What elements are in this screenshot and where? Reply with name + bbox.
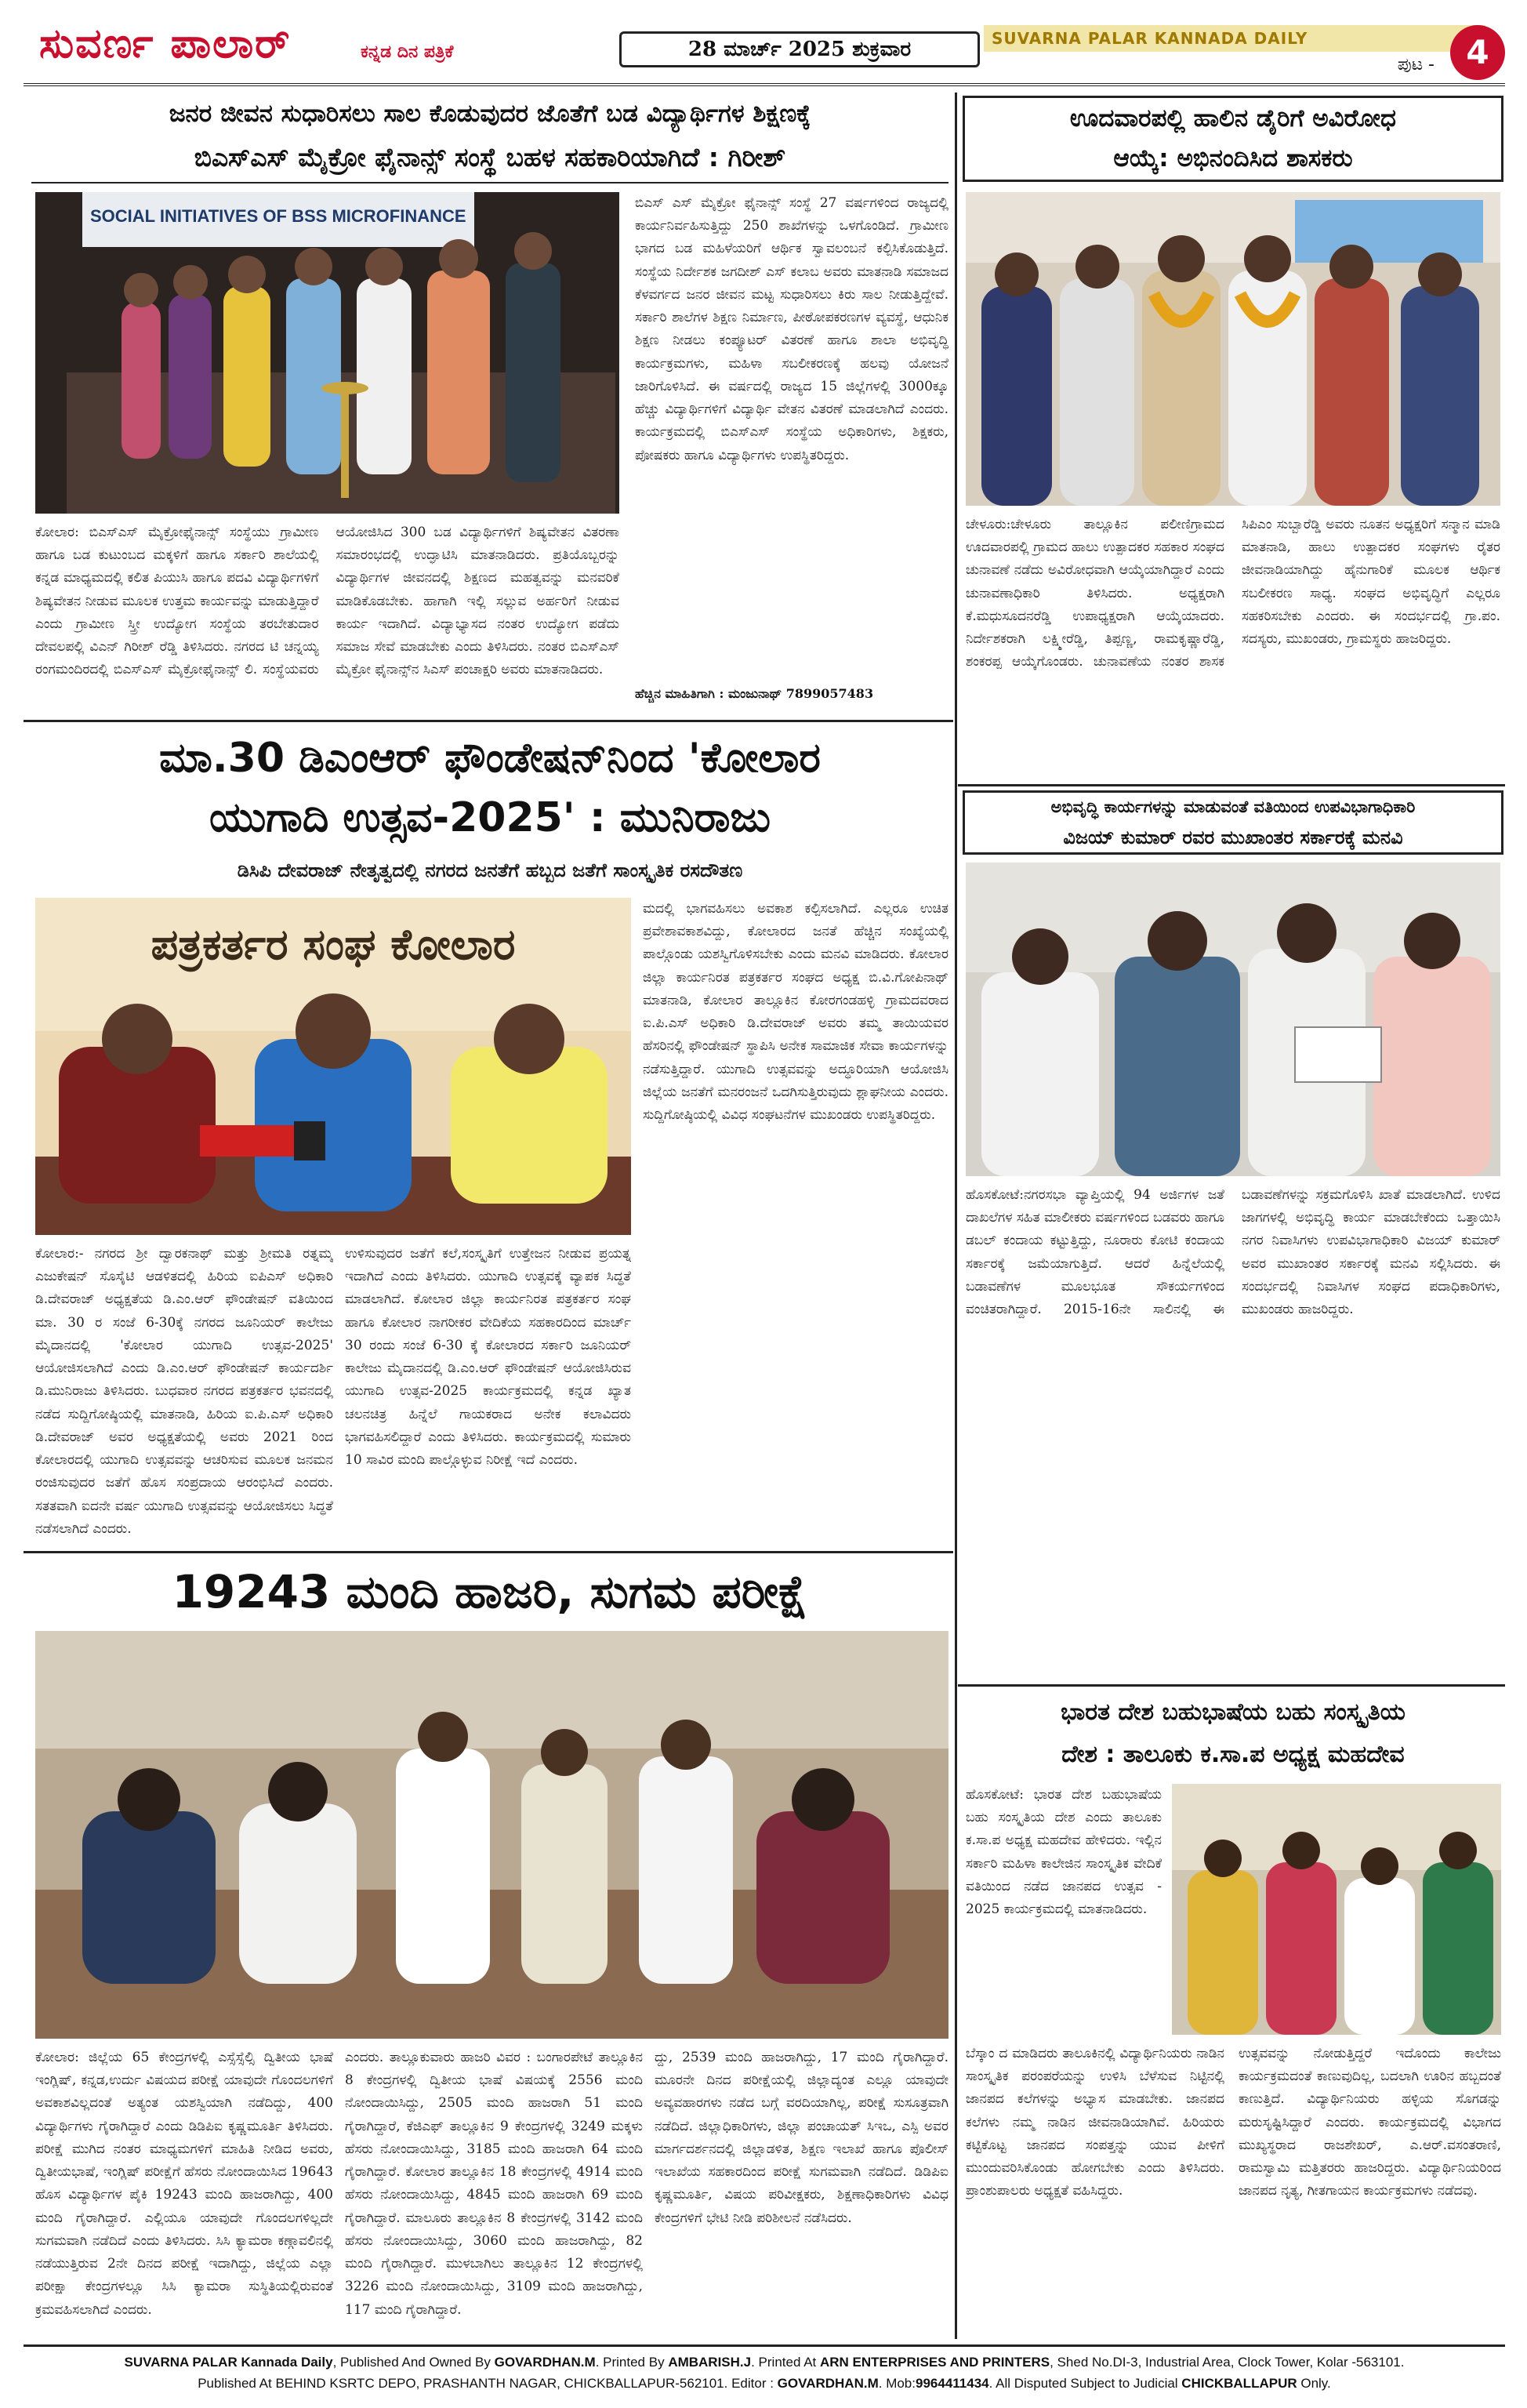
newspaper-logo: ಸುವರ್ಣ ಪಾಲಾರ್ [39, 20, 292, 67]
article3-photo [35, 898, 631, 1235]
sign-text: ಪತ್ರಕರ್ತರ ಸಂಘ ಕೋಲಾರ [151, 920, 516, 969]
imprint-text: Only. [1297, 2376, 1331, 2392]
article6-photo [1172, 1784, 1501, 2035]
imprint-printer: AMBARISH.J [668, 2355, 752, 2370]
article5-body-right: ದ್ದು, 2539 ಮಂದಿ ಹಾಜರಾಗಿದ್ದು, 17 ಮಂದಿ ಗೈರಾಗಿದ್ದಾರೆ. ಮೂರನೇ ದಿನದ ಪರೀಕ್ಷೆಯಲ್ಲಿ ಜಿಲ್ಲಾದ್ಯಂತ ಎಲ್ಲೂ ಯಾವುದೇ ಅವ್ಯವಹಾರಗಳು ನಡೆದ ಬಗ್ಗೆ ವರದಿಯಾಗಿಲ್ಲ, ಪರೀಕ್ಷೆ ಸುಸೂತ್ರವಾಗಿ ನಡೆದಿದೆ. ಜಿಲ್ಲಾಧಿಕಾರಿಗಳು, ಜಿಲ್ಲಾ ಪಂಚಾಯತ್ ಸಿಇಒ, ಎಸ್ಪಿ ಅವರ ಮಾರ್ಗದರ್ಶನದಲ್ಲಿ ಜಿಲ್ಲಾಡಳಿತ, ಶಿಕ್ಷಣ ಇಲಾಖೆ ಹಾಗೂ ಪೊಲೀಸ್ ಇಲಾಖೆಯ ಸಹಕಾರದಿಂದ ಪರೀಕ್ಷೆ ಸುಗಮವಾಗಿ ನಡೆದಿದೆ. ಡಿಡಿಪಿಐ ಕೃಷ್ಣಮೂರ್ತಿ, ವಿಷಯ ಪರಿವೀಕ್ಷಕರು, ಶಿಕ್ಷಣಾಧಿಕಾರಿಗಳು ವಿವಿಧ ಕೇಂದ್ರಗಳಿಗೆ ಭೇಟಿ ನೀಡಿ ಪರಿಶೀಲನೆ ನಡೆಸಿದರು. [655, 2050, 948, 2226]
article5-body-middle: ಎಂದರು. ತಾಲ್ಲೂಕುವಾರು ಹಾಜರಿ ವಿವರ : ಬಂಗಾರಪೇಟೆ ತಾಲ್ಲೂಕಿನ 8 ಕೇಂದ್ರಗಳಲ್ಲಿ ದ್ವಿತೀಯ ಭಾಷೆ ವಿಷಯಕ್ಕೆ 2556 ಮಂದಿ ನೋಂದಾಯಿಸಿದ್ದು, 2505 ಮಂದಿ ಹಾಜರಾಗಿ 51 ಮಂದಿ ಗೈರಾಗಿದ್ದಾರೆ, ಕೆಜಿಎಫ್ ತಾಲ್ಲೂಕಿನ 9 ಕೇಂದ್ರಗಳಲ್ಲಿ 3249 ಮಕ್ಕಳು ಹೆಸರು ನೋಂದಾಯಿಸಿದ್ದು, 3185 ಮಂದಿ ಹಾಜರಾಗಿ 64 ಮಂದಿ ಗೈರಾಗಿದ್ದಾರೆ. ಕೋಲಾರ ತಾಲ್ಲೂಕಿನ 18 ಕೇಂದ್ರಗಳಲ್ಲಿ 4914 ಮಂದಿ ಹೆಸರು ನೋಂದಾಯಿಸಿದ್ದು, 4845 ಮಂದಿ ಹಾಜರಾಗಿ 69 ಮಂದಿ ಗೈರಾಗಿದ್ದಾರೆ. ಮಾಲೂರು ತಾಲ್ಲೂಕಿನ 8 ಕೇಂದ್ರಗಳಲ್ಲಿ 3142 ಮಂದಿ ಹೆಸರು ನೋಂದಾಯಿಸಿದ್ದು, 3060 ಮಂದಿ ಹಾಜರಾಗಿದ್ದು, 82 ಮಂದಿ ಗೈರಾಗಿದ್ದಾರೆ. ಮುಳಬಾಗಿಲು ತಾಲ್ಲೂಕಿನ 12 ಕೇಂದ್ರಗಳಲ್ಲಿ 3226 ಮಂದಿ ನೋಂದಾಯಿಸಿದ್ದು, 3109 ಮಂದಿ ಹಾಜರಾಗಿದ್ದು, 117 ಮಂದಿ ಗೈರಾಗಿದ್ದಾರೆ. [345, 2050, 643, 2318]
article1-photo [35, 192, 619, 514]
article5-body-left: ಕೋಲಾರ: ಜಿಲ್ಲೆಯ 65 ಕೇಂದ್ರಗಳಲ್ಲಿ ಎಸ್ಸೆಸ್ಸೆಲ್ಸಿ ದ್ವಿತೀಯ ಭಾಷೆ ಇಂಗ್ಲಿಷ್, ಕನ್ನಡ,ಉರ್ದು ವಿಷಯದ ಪರೀಕ್ಷೆ ಯಾವುದೇ ಗೊಂದಲಗಳಿಗೆ ಅವಕಾಶವಿಲ್ಲದಂತೆ ಅತ್ಯಂತ ಯಶಸ್ವಿಯಾಗಿ ನಡೆದಿದ್ದು, 400 ವಿದ್ಯಾರ್ಥಿಗಳು ಗೈರಾಗಿದ್ದಾರೆ ಎಂದು ಡಿಡಿಪಿಐ ಕೃಷ್ಣಮೂರ್ತಿ ತಿಳಿಸಿದರು. ಪರೀಕ್ಷೆ ಮುಗಿದ ನಂತರ ಮಾಧ್ಯಮಗಳಿಗೆ ಮಾಹಿತಿ ನೀಡಿದ ಅವರು, ದ್ವಿತೀಯಭಾಷೆ, ಇಂಗ್ಲಿಷ್ ಪರೀಕ್ಷೆಗೆ ಹೆಸರು ನೋಂದಾಯಿಸಿದ 19643 ಹೊಸ ವಿದ್ಯಾರ್ಥಿಗಳ ಪೈಕಿ 19243 ಮಂದಿ ಹಾಜರಾಗಿದ್ದು, 400 ಮಂದಿ ಗೈರಾಗಿದ್ದಾರೆ. ಎಲ್ಲಿಯೂ ಯಾವುದೇ ಗೊಂದಲಗಳಿಲ್ಲದೇ ಸುಗಮವಾಗಿ ನಡೆದಿದೆ ಎಂದು ತಿಳಿಸಿದರು. ಸಿಸಿ ಕ್ಯಾಮರಾ ಕಣ್ಗಾವಲಿನಲ್ಲಿ ನಡೆಯುತ್ತಿರುವ 2ನೇ ದಿನದ ಪರೀಕ್ಷೆ ಇದಾಗಿದ್ದು, ಜಿಲ್ಲೆಯ ಎಲ್ಲಾ ಪರೀಕ್ಷಾ ಕೇಂದ್ರಗಳಲ್ಲೂ ಸಿಸಿ ಕ್ಯಾಮರಾ ಸುಸ್ಥಿತಿಯಲ್ಲಿರುವಂತೆ ಕ್ರಮವಹಿಸಲಾಗಿದೆ ಎಂದರು. [35, 2050, 333, 2318]
article2-headline-line2: ಆಯ್ಕೆ: ಅಭಿನಂದಿಸಿದ ಶಾಸಕರು [1113, 144, 1353, 173]
article4-photo [966, 863, 1500, 1176]
imprint-paper-name: SUVARNA PALAR Kannada Daily [124, 2355, 333, 2370]
imprint-text: Published At BEHIND KSRTC DEPO, PRASHANTH NAGAR, CHICKBALLAPUR-562101. Editor : [198, 2376, 778, 2392]
article5-photo [35, 1631, 948, 2039]
banner-text: SOCIAL INITIATIVES OF BSS MICROFINANCE [90, 206, 466, 226]
imprint-text: . Mob: [878, 2376, 916, 2392]
article1-body-right: ಬಿಎಸ್ ಎಸ್ ಮೈಕ್ರೋ ಫೈನಾನ್ಸ್ ಸಂಸ್ಥೆ 27 ವರ್ಷಗಳಿಂದ ರಾಜ್ಯದಲ್ಲಿ ಕಾರ್ಯನಿರ್ವಹಿಸುತ್ತಿದ್ದು 250 ಶಾಖೆಗಳನ್ನು ಒಳಗೊಂಡಿದೆ. ಗ್ರಾಮೀಣ ಭಾಗದ ಬಡ ಮಹಿಳೆಯರಿಗೆ ಆರ್ಥಿಕ ಸ್ವಾವಲಂಬನೆ ಕಲ್ಪಿಸಿಕೊಡುತ್ತಿದೆ. ಸಂಸ್ಥೆಯ ನಿರ್ದೇಶಕ ಜಗದೀಶ್ ಎಸ್ ಕಲಾಬ ಅವರು ಮಾತನಾಡಿ ಸಮಾಜದ ಕೆಳವರ್ಗದ ಜನರ ಜೀವನ ಮಟ್ಟ ಸುಧಾರಿಸಲು ಕಿರು ಸಾಲ ನೀಡುತ್ತಿದ್ದೇವೆ. ಸರ್ಕಾರಿ ಶಾಲೆಗಳ ಶಿಕ್ಷಣ ನಿರ್ಮಾಣ, ಪೀಠೋಪಕರಣಗಳ ವ್ಯವಸ್ಥೆ, ಆಧುನಿಕ ಶಿಕ್ಷಣ ನೀಡಲು ಕಂಪ್ಯೂಟರ್ ವಿತರಣೆ ಹಾಗೂ ಶಾಲಾ ಅಭಿವೃದ್ಧಿ ಕಾರ್ಯಕ್ರಮಗಳು, ಮಹಿಳಾ ಸಬಲೀಕರಣಕ್ಕೆ ಹಲವು ಯೋಜನೆ ಜಾರಿಗೊಳಿಸಿದೆ. ಈ ವರ್ಷದಲ್ಲಿ ರಾಜ್ಯದ 15 ಜಿಲ್ಲೆಗಳಲ್ಲಿ 3000ಕ್ಕೂ ಹೆಚ್ಚು ವಿದ್ಯಾರ್ಥಿಗಳಿಗೆ ವಿದ್ಯಾರ್ಥಿ ವೇತನ ವಿತರಣೆ ಮಾಡಲಾಗಿದೆ ಎಂದರು. ಕಾರ್ಯಕ್ರಮದಲ್ಲಿ ಬಿಎಸ್‌ಎಸ್ ಸಂಸ್ಥೆಯ ಅಧಿಕಾರಿಗಳು, ಶಿಕ್ಷಕರು, ಪೋಷಕರು ಹಾಗೂ ವಿದ್ಯಾರ್ಥಿಗಳು ಉಪಸ್ಥಿತರಿದ್ದರು. [635, 195, 948, 463]
imprint-text: . Printed At [751, 2355, 820, 2370]
imprint-press-address: , Shed No.DI-3, Industrial Area, Clock Tower, Kolar -563101. [1050, 2355, 1405, 2370]
column-divider [955, 93, 957, 2339]
imprint-line-1 [24, 2352, 1505, 2373]
article1-headline-line1: ಜನರ ಜೀವನ ಸುಧಾರಿಸಲು ಸಾಲ ಕೊಡುವುದರ ಜೊತೆಗೆ ಬಡ ವಿದ್ಯಾರ್ಥಿಗಳ ಶಿಕ್ಷಣಕ್ಕೆ [169, 100, 811, 128]
article4-headline-line2: ವಿಜಯ್ ಕುಮಾರ್ ರವರ ಮುಖಾಂತರ ಸರ್ಕಾರಕ್ಕೆ ಮನವಿ [1063, 826, 1403, 848]
page-number-badge: 4 [1450, 25, 1505, 80]
imprint-line-2 [24, 2373, 1505, 2394]
article2-photo [966, 192, 1500, 506]
imprint-text: . Printed By [595, 2355, 669, 2370]
article6-headline-line1: ಭಾರತ ದೇಶ ಬಹುಭಾಷೆಯ ಬಹು ಸಂಸ್ಕೃತಿಯ [1061, 1698, 1405, 1726]
section-divider [24, 720, 953, 722]
article1-contact: ಹೆಚ್ಚಿನ ಮಾಹಿತಿಗಾಗಿ : ಮಂಜುನಾಥ್ 7899057483 [635, 686, 874, 701]
issue-date: 28 ಮಾರ್ಚ್ 2025 ಶುಕ್ರವಾರ [619, 31, 980, 67]
section-divider [24, 1551, 953, 1553]
article3-body-middle: ಉಳಿಸುವುದರ ಜತೆಗೆ ಕಲೆ,ಸಂಸ್ಕೃತಿಗೆ ಉತ್ತೇಜನ ನೀಡುವ ಪ್ರಯತ್ನ ಇದಾಗಿದೆ ಎಂದು ತಿಳಿಸಿದರು. ಯುಗಾದಿ ಉತ್ಸವಕ್ಕೆ ವ್ಯಾಪಕ ಸಿದ್ಧತೆ ಮಾಡಲಾಗಿದೆ. ಕೋಲಾರ ಜಿಲ್ಲಾ ಕಾರ್ಯನಿರತ ಪತ್ರಕರ್ತರ ಸಂಘ ಹಾಗೂ ಕೋಲಾರ ನಾಗರೀಕರ ವೇದಿಕೆಯ ಸಹಕಾರದಿಂದ ಮಾರ್ಚ್ 30 ರಂದು ಸಂಜೆ 6-30 ಕ್ಕೆ ಕೋಲಾರದ ಸರ್ಕಾರಿ ಜೂನಿಯರ್ ಕಾಲೇಜು ಮೈದಾನದಲ್ಲಿ ಡಿ.ಎಂ.ಆರ್ ಫೌಂಡೇಷನ್ ಆಯೋಜಿಸಿರುವ ಯುಗಾದಿ ಉತ್ಸವ-2025 ಕಾರ್ಯಕ್ರಮದಲ್ಲಿ ಕನ್ನಡ ಖ್ಯಾತ ಚಲನಚಿತ್ರ ಹಿನ್ನೆಲೆ ಗಾಯಕರಾದ ಅನೇಕ ಕಲಾವಿದರು ಭಾಗವಹಿಸಲಿದ್ದಾರೆ ಎಂದು ತಿಳಿಸಿದರು. ಕಾರ್ಯಕ್ರಮದಲ್ಲಿ ಸುಮಾರು 10 ಸಾವಿರ ಮಂದಿ ಪಾಲ್ಗೊಳ್ಳುವ ನಿರೀಕ್ಷೆ ಇದೆ ಎಂದರು. [345, 1246, 631, 1469]
article6-body-left: ಬೆಸ್ಕಾಂ ದ ಮಾಡಿದರು ತಾಲೂಕಿನಲ್ಲಿ ವಿದ್ಯಾರ್ಥಿನಿಯರು ನಾಡಿನ ಸಾಂಸ್ಕೃತಿಕ ಪರಂಪರೆಯನ್ನು ಉಳಿಸಿ ಬೆಳೆಸುವ ನಿಟ್ಟಿನಲ್ಲಿ ಜಾನಪದ ಕಲೆಗಳನ್ನು ಅಭ್ಯಾಸ ಮಾಡಬೇಕು. ಜಾನಪದ ಕಲೆಗಳು ನಮ್ಮ ನಾಡಿನ ಜೀವನಾಡಿಯಾಗಿವೆ. ಹಿರಿಯರು ಕಟ್ಟಿಕೊಟ್ಟ ಜಾನಪದ ಸಂಪತ್ತನ್ನು ಯುವ ಪೀಳಿಗೆ ಮುಂದುವರಿಸಿಕೊಂಡು ಹೋಗಬೇಕು ಎಂದು ತಿಳಿಸಿದರು. ಪ್ರಾಂಶುಪಾಲರು ಅಧ್ಯಕ್ಷತೆ ವಹಿಸಿದ್ದರು. [966, 2046, 1224, 2199]
imprint-footer [24, 2344, 1505, 2399]
article3-headline-line1: ಮಾ.30 ಡಿಎಂಆರ್ ಫೌಂಡೇಷನ್‌ನಿಂದ 'ಕೋಲಾರ [159, 735, 821, 782]
section-divider [958, 784, 1505, 786]
article3-body-left: ಕೋಲಾರ:- ನಗರದ ಶ್ರೀ ದ್ವಾರಕನಾಥ್ ಮತ್ತು ಶ್ರೀಮತಿ ರತ್ನಮ್ಮ ಎಜುಕೇಷನ್ ಸೊಸೈಟಿ ಆಡಳಿತದಲ್ಲಿ ಹಿರಿಯ ಐಪಿಎಸ್ ಅಧಿಕಾರಿ ಡಿ.ದೇವರಾಜ್ ಅಧ್ಯಕ್ಷತೆಯ ಡಿ.ಎಂ.ಆರ್ ಫೌಂಡೇಷನ್ ವತಿಯಿಂದ ಮಾ. 30 ರ ಸಂಜೆ 6-30ಕ್ಕೆ ನಗರದ ಜೂನಿಯರ್ ಕಾಲೇಜು ಮೈದಾನದಲ್ಲಿ 'ಕೋಲಾರ ಯುಗಾದಿ ಉತ್ಸವ-2025' ಆಯೋಜಿಸಲಾಗಿದೆ ಎಂದು ಡಿ.ಎಂ.ಆರ್ ಫೌಂಡೇಷನ್ ಕಾರ್ಯದರ್ಶಿ ಡಿ.ಮುನಿರಾಜು ತಿಳಿಸಿದರು. ಬುಧವಾರ ನಗರದ ಪತ್ರಕರ್ತರ ಭವನದಲ್ಲಿ ನಡೆದ ಸುದ್ದಿಗೋಷ್ಠಿಯಲ್ಲಿ ಮಾತನಾಡಿ, ಹಿರಿಯ ಐ.ಪಿ.ಎಸ್ ಅಧಿಕಾರಿ ಡಿ.ದೇವರಾಜ್ ಅವರ ಅಧ್ಯಕ್ಷತೆಯಲ್ಲಿ ಅವರು 2021 ರಿಂದ ಕೋಲಾರದಲ್ಲಿ ಯುಗಾದಿ ಉತ್ಸವವನ್ನು ಆಚರಿಸುವ ಮೂಲಕ ಜನಮನ ರಂಜಿಸುವುದರ ಜತೆಗೆ ಹೊಸ ಸಂಪ್ರದಾಯ ಆರಂಭಿಸಿದೆ ಎಂದರು. ಸತತವಾಗಿ ಐದನೇ ವರ್ಷ ಯುಗಾದಿ ಉತ್ಸವವನ್ನು ಆಯೋಜಿಸಲು ಸಿದ್ಧತೆ ನಡೆಸಲಾಗಿದೆ ಎಂದರು. [35, 1246, 333, 1537]
article2-body: ಚೇಳೂರು:ಚೇಳೂರು ತಾಲ್ಲೂಕಿನ ಪಲೀಣಿಗ್ರಾಮದ ಊದವಾರಪಲ್ಲಿ ಗ್ರಾಮದ ಹಾಲು ಉತ್ಪಾದಕರ ಸಹಕಾರ ಸಂಘದ ಚುನಾವಣೆ ನಡೆದು ಅವಿರೋಧವಾಗಿ ಆಯ್ಕೆಯಾಗಿದ್ದಾರೆ ಎಂದು ಚುನಾವಣಾಧಿಕಾರಿ ತಿಳಿಸಿದರು. ಅಧ್ಯಕ್ಷರಾಗಿ ಕೆ.ಮಧುಸೂದನರೆಡ್ಡಿ ಉಪಾಧ್ಯಕ್ಷರಾಗಿ ಆಯ್ಕೆಯಾದರು. ನಿರ್ದೇಶಕರಾಗಿ ಲಕ್ಷ್ಮೀರೆಡ್ಡಿ, ತಿಪ್ಪಣ್ಣ, ರಾಮಕೃಷ್ಣಾರೆಡ್ಡಿ, ಶಂಕರಪ್ಪ ಆಯ್ಕೆಗೊಂಡರು. ಚುನಾವಣೆಯ ನಂತರ ಶಾಸಕ ಸಿಪಿಎಂ ಸುಬ್ಬಾರೆಡ್ಡಿ ಅವರು ನೂತನ ಅಧ್ಯಕ್ಷರಿಗೆ ಸನ್ಮಾನ ಮಾಡಿ ಮಾತನಾಡಿ, ಹಾಲು ಉತ್ಪಾದಕರ ಸಂಘಗಳು ರೈತರ ಜೀವನಾಡಿಯಾಗಿದ್ದು ಹೈನುಗಾರಿಕೆ ಮೂಲಕ ಆರ್ಥಿಕ ಸಬಲೀಕರಣ ಸಾಧ್ಯ. ಸಂಘದ ಅಭಿವೃದ್ಧಿಗೆ ಎಲ್ಲರೂ ಸಹಕರಿಸಬೇಕು ಎಂದರು. ಈ ಸಂದರ್ಭದಲ್ಲಿ ಗ್ರಾ.ಪಂ. ಸದಸ್ಯರು, ಮುಖಂಡರು, ಗ್ರಾಮಸ್ಥರು ಹಾಜರಿದ್ದರು. [966, 517, 1500, 670]
headline-underline [31, 182, 948, 183]
imprint-mobile: 9964411434 [916, 2376, 989, 2392]
imprint-jurisdiction: CHICKBALLAPUR [1181, 2376, 1297, 2392]
imprint-text: , Published And Owned By [332, 2355, 495, 2370]
english-name: SUVARNA PALAR KANNADA DAILY [984, 25, 1485, 52]
masthead-right [984, 20, 1505, 82]
article2-headline-line1: ಊದವಾರಪಲ್ಲಿ ಹಾಲಿನ ಡೈರಿಗೆ ಅವಿರೋಧ [1069, 104, 1397, 133]
article4-headline-line1: ಅಭಿವೃದ್ಧಿ ಕಾರ್ಯಗಳನ್ನು ಮಾಡುವಂತೆ ವತಿಯಿಂದ ಉಪವಿಭಾಗಾಧಿಕಾರಿ [1050, 797, 1416, 816]
article6-body-top: ಹೊಸಕೋಟೆ: ಭಾರತ ದೇಶ ಬಹುಭಾಷೆಯ ಬಹು ಸಂಸ್ಕೃತಿಯ ದೇಶ ಎಂದು ತಾಲೂಕು ಕ.ಸಾ.ಪ ಅಧ್ಯಕ್ಷ ಮಹದೇವ ಹೇಳಿದರು. ಇಲ್ಲಿನ ಸರ್ಕಾರಿ ಮಹಿಳಾ ಕಾಲೇಜಿನ ಸಾಂಸ್ಕೃತಿಕ ವೇದಿಕೆ ವತಿಯಿಂದ ನಡೆದ ಜಾನಪದ ಉತ್ಸವ - 2025 ಕಾರ್ಯಕ್ರಮದಲ್ಲಿ ಮಾತನಾಡಿದರು. [966, 1787, 1162, 1918]
imprint-press: ARN ENTERPRISES AND PRINTERS [820, 2355, 1050, 2370]
masthead [24, 14, 1505, 86]
article6-headline-line2: ದೇಶ : ತಾಲೂಕು ಕ.ಸಾ.ಪ ಅಧ್ಯಕ್ಷ ಮಹದೇವ [1061, 1741, 1405, 1768]
article1-headline-line2: ಬಿಎಸ್ಎಸ್ ಮೈಕ್ರೋ ಫೈನಾನ್ಸ್ ಸಂಸ್ಥೆ ಬಹಳ ಸಹಕಾರಿಯಾಗಿದೆ : ಗಿರೀಶ್ [194, 142, 786, 173]
article3-headline-line2: ಯುಗಾದಿ ಉತ್ಸವ-2025' : ಮುನಿರಾಜು [209, 794, 771, 841]
article5-headline: 19243 ಮಂದಿ ಹಾಜರಿ, ಸುಗಮ ಪರೀಕ್ಷೆ [172, 1565, 808, 1618]
article6-body-right: ಉತ್ಸವವನ್ನು ನೋಡುತ್ತಿದ್ದರೆ ಇದೊಂದು ಕಾಲೇಜು ಕಾರ್ಯಕ್ರಮದಂತೆ ಕಾಣುವುದಿಲ್ಲ, ಬದಲಾಗಿ ಊರಿನ ಹಬ್ಬದಂತೆ ಕಾಣುತ್ತಿದೆ. ವಿದ್ಯಾರ್ಥಿನಿಯರು ಹಳ್ಳಿಯ ಸೊಗಡನ್ನು ಮರುಸೃಷ್ಟಿಸಿದ್ದಾರೆ ಎಂದರು. ಕಾರ್ಯಕ್ರಮದಲ್ಲಿ ವಿಭಾಗದ ಮುಖ್ಯಸ್ಥರಾದ ರಾಜಶೇಖರ್, ಎ.ಆರ್.ವಸಂತರಾಣಿ, ರಾಮಸ್ವಾಮಿ ಮತ್ತಿತರರು ಹಾಜರಿದ್ದರು. ವಿದ್ಯಾರ್ಥಿನಿಯರಿಂದ ಜಾನಪದ ನೃತ್ಯ, ಗೀತಗಾಯನ ಕಾರ್ಯಕ್ರಮಗಳು ನಡೆದವು. [1239, 2046, 1501, 2199]
article4-body: ಹೊಸಕೋಟೆ:ನಗರಸಭಾ ವ್ಯಾಪ್ತಿಯಲ್ಲಿ 94 ಅರ್ಜಿಗಳ ಜತೆ ದಾಖಲೆಗಳ ಸಹಿತ ಮಾಲೀಕರು ವರ್ಷಗಳಿಂದ ಬಡವರು ಹಾಗೂ ಡಬಲ್ ಕಂದಾಯ ಕಟ್ಟುತ್ತಿದ್ದು, ನೂರಾರು ಕೋಟಿ ಕಂದಾಯ ಸರ್ಕಾರಕ್ಕೆ ಜಮೆಯಾಗುತ್ತಿದೆ. ಆದರೆ ಹಿನ್ನೆಲೆಯಲ್ಲಿ ಬಡಾವಣೆಗಳ ಮೂಲಭೂತ ಸೌಕರ್ಯಗಳಿಂದ ವಂಚಿತರಾಗಿದ್ದಾರೆ. 2015-16ನೇ ಸಾಲಿನಲ್ಲಿ ಈ ಬಡಾವಣೆಗಳನ್ನು ಸಕ್ರಮಗೊಳಿಸಿ ಖಾತೆ ಮಾಡಲಾಗಿದೆ. ಉಳಿದ ಜಾಗಗಳಲ್ಲಿ ಅಭಿವೃದ್ಧಿ ಕಾರ್ಯ ಮಾಡಬೇಕೆಂದು ಒತ್ತಾಯಿಸಿ ನಗರ ನಿವಾಸಿಗಳು ಉಪವಿಭಾಗಾಧಿಕಾರಿ ವಿಜಯ್ ಕುಮಾರ್ ಅವರ ಮುಖಾಂತರ ಸರ್ಕಾರಕ್ಕೆ ಮನವಿ ಸಲ್ಲಿಸಿದರು. ಈ ಸಂದರ್ಭದಲ್ಲಿ ನಿವಾಸಿಗಳ ಸಂಘದ ಪದಾಧಿಕಾರಿಗಳು, ಮುಖಂಡರು ಹಾಜರಿದ್ದರು. [966, 1187, 1500, 1318]
article3-body-right: ಮದಲ್ಲಿ ಭಾಗವಹಿಸಲು ಅವಕಾಶ ಕಲ್ಪಿಸಲಾಗಿದೆ. ಎಲ್ಲರೂ ಉಚಿತ ಪ್ರವೇಶಾವಕಾಶವಿದ್ದು, ಕೋಲಾರದ ಜನತೆ ಹೆಚ್ಚಿನ ಸಂಖ್ಯೆಯಲ್ಲಿ ಪಾಲ್ಗೊಂಡು ಯಶಸ್ವಿಗೊಳಿಸಬೇಕು ಎಂದು ಮನವಿ ಮಾಡಿದರು. ಕೋಲಾರ ಜಿಲ್ಲಾ ಕಾರ್ಯನಿರತ ಪತ್ರಕರ್ತರ ಸಂಘದ ಅಧ್ಯಕ್ಷ ಬಿ.ವಿ.ಗೋಪಿನಾಥ್ ಮಾತನಾಡಿ, ಕೋಲಾರ ತಾಲ್ಲೂಕಿನ ಕೋರಗಂಡಹಳ್ಳಿ ಗ್ರಾಮದವರಾದ ಐ.ಪಿ.ಎಸ್ ಅಧಿಕಾರಿ ಡಿ.ದೇವರಾಜ್ ಅವರು ತಮ್ಮ ತಾಯಿಯವರ ಹೆಸರಿನಲ್ಲಿ ಫೌಂಡೇಷನ್ ಸ್ಥಾಪಿಸಿ ಅನೇಕ ಸಾಮಾಜಿಕ ಸೇವಾ ಕಾರ್ಯಗಳನ್ನು ನಡೆಸುತ್ತಿದ್ದಾರೆ. ಯುಗಾದಿ ಉತ್ಸವವನ್ನು ಅದ್ಧೂರಿಯಾಗಿ ಆಯೋಜಿಸಿ ಜಿಲ್ಲೆಯ ಜನತೆಗೆ ಮನರಂಜನೆ ಒದಗಿಸುತ್ತಿರುವುದು ಶ್ಲಾಘನೀಯ ಎಂದರು. ಸುದ್ದಿಗೋಷ್ಠಿಯಲ್ಲಿ ವಿವಿಧ ಸಂಘಟನೆಗಳ ಮುಖಂಡರು ಉಪಸ್ಥಿತರಿದ್ದರು. [643, 901, 948, 1124]
imprint-editor: GOVARDHAN.M [777, 2376, 879, 2392]
imprint-text: . All Disputed Subject to Judicial [988, 2376, 1182, 2392]
newspaper-tagline: ಕನ್ನಡ ದಿನ ಪತ್ರಿಕೆ [361, 42, 454, 62]
imprint-owner: GOVARDHAN.M [494, 2355, 596, 2370]
article3-subhead: ಡಿಸಿಪಿ ದೇವರಾಜ್ ನೇತೃತ್ವದಲ್ಲಿ ನಗರದ ಜನತೆಗೆ ಹಬ್ಬದ ಜತೆಗೆ ಸಾಂಸ್ಕೃತಿಕ ರಸದೌತಣ [237, 859, 743, 881]
section-divider [958, 1684, 1505, 1687]
article1-body-left: ಕೋಲಾರ: ಬಿಎಸ್‌ಎಸ್ ಮೈಕ್ರೋಫೈನಾನ್ಸ್ ಸಂಸ್ಥೆಯು ಗ್ರಾಮೀಣ ಹಾಗೂ ಬಡ ಕುಟುಂಬದ ಮಕ್ಕಳಿಗೆ ಹಾಗೂ ಸರ್ಕಾರಿ ಶಾಲೆಯಲ್ಲಿ ಕನ್ನಡ ಮಾಧ್ಯಮದಲ್ಲಿ ಕಲಿತ ಪಿಯುಸಿ ಹಾಗೂ ಪದವಿ ವಿದ್ಯಾರ್ಥಿಗಳಿಗೆ ಶಿಷ್ಯವೇತನ ನೀಡುವ ಮೂಲಕ ಉತ್ತಮ ಕಾರ್ಯವನ್ನು ಮಾಡುತ್ತಿದ್ದಾರೆ ಎಂದು ಗ್ರಾಮೀಣ ಸ್ತ್ರೀ ಉದ್ಯೋಗ ಸಂಸ್ಥೆಯ ತರಬೇತುದಾರ ದೇವಲಪಲ್ಲಿ ವಿಎನ್ ಗಿರೀಶ್ ರೆಡ್ಡಿ ತಿಳಿಸಿದರು. ನಗರದ ಟಿ ಚನ್ನಯ್ಯ ರಂಗಮಂದಿರದಲ್ಲಿ ಬಿಎಸ್‌ಎಸ್ ಮೈಕ್ರೋಫೈನಾನ್ಸ್ ಲಿ. ಸಂಸ್ಥೆಯವರು ಆಯೋಜಿಸಿದ 300 ಬಡ ವಿದ್ಯಾರ್ಥಿಗಳಿಗೆ ಶಿಷ್ಯವೇತನ ವಿತರಣಾ ಸಮಾರಂಭದಲ್ಲಿ ಉದ್ಘಾಟಿಸಿ ಮಾತನಾಡಿದರು. ಪ್ರತಿಯೊಬ್ಬರನ್ನು ವಿದ್ಯಾರ್ಥಿಗಳ ಜೀವನದಲ್ಲಿ ಶಿಕ್ಷಣದ ಮಹತ್ವವನ್ನು ಮನವರಿಕೆ ಮಾಡಿಕೊಡಬೇಕು. ಹಾಗಾಗಿ ಇಲ್ಲಿ ಸಲ್ಲುವ ಅರ್ಹರಿಗೆ ನೀಡುವ ಕಾರ್ಯ ಇದಾಗಿದೆ. ವಿದ್ಯಾಭ್ಯಾಸದ ನಂತರ ಉದ್ಯೋಗ ಪಡೆದು ಸಮಾಜ ಸೇವೆ ಮಾಡಬೇಕು ಎಂದು ತಿಳಿಸಿದರು. ನಂತರ ಬಿಎಸ್‌ಎಸ್ ಮೈಕ್ರೋ ಫೈನಾನ್ಸ್‌ನ ಸಿಎಸ್ ಪಂಚಾಕ್ಷರಿ ಅವರು ಮಾತನಾಡಿದರು. [35, 525, 619, 678]
page-label: ಪುಟ - [1397, 55, 1435, 74]
